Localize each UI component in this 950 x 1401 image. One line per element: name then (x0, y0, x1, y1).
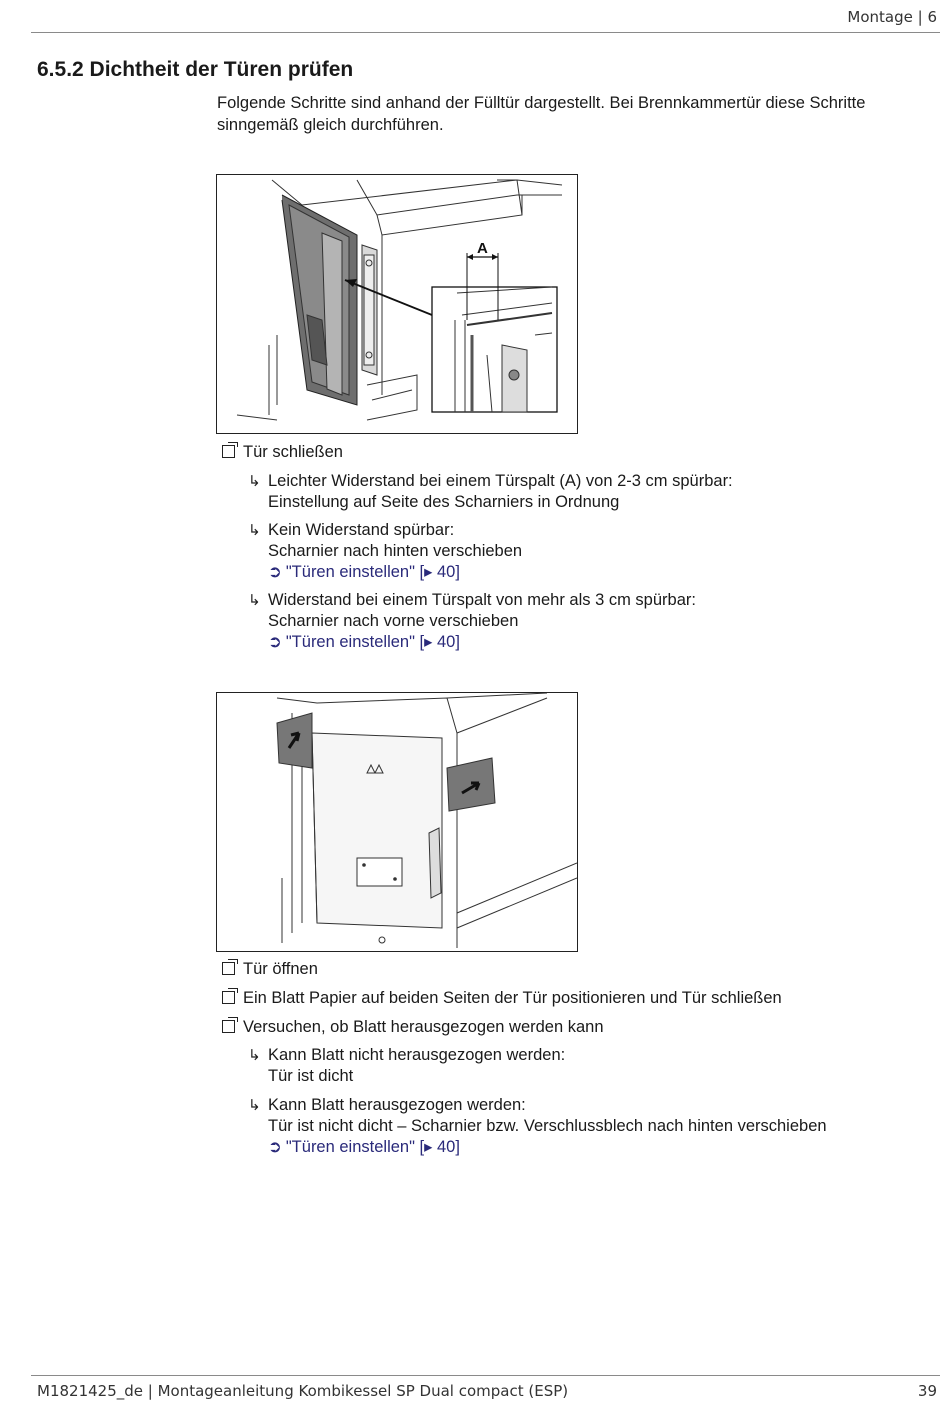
running-header: Montage | 6 (847, 8, 937, 26)
result-line-1: Kann Blatt nicht herausgezogen werden: (268, 1046, 566, 1064)
header-rule (31, 32, 940, 33)
cross-reference-icon: ➲ (268, 1138, 282, 1156)
result-item (248, 520, 522, 583)
page-triangle-icon: ▸ (424, 633, 437, 651)
result-line-1: Leichter Widerstand bei einem Türspalt (A) von 2-3 cm spürbar: (268, 472, 733, 490)
result-item (248, 471, 733, 513)
step-text: Versuchen, ob Blatt herausgezogen werden kann (243, 1018, 604, 1036)
result-line-2: Einstellung auf Seite des Scharniers in Ordnung (268, 493, 620, 511)
cross-reference-icon: ➲ (268, 563, 282, 581)
door-gap-illustration (217, 175, 577, 433)
result-line-1: Kein Widerstand spürbar: (268, 521, 455, 539)
checkbox-icon (222, 445, 235, 458)
footer-page-number: 39 (917, 1382, 937, 1400)
figure-door-gap (216, 174, 578, 434)
result-line-1: Kann Blatt herausgezogen werden: (268, 1096, 526, 1114)
intro-line-2: sinngemäß gleich durchführen. (217, 116, 444, 134)
paper-test-illustration (217, 693, 577, 951)
result-arrow-icon: ↳ (248, 522, 261, 539)
dimension-label-a: A (477, 240, 488, 257)
result-arrow-icon: ↳ (248, 592, 261, 609)
step-try-pull (222, 1017, 604, 1038)
result-item (248, 1045, 565, 1087)
result-line-2: Scharnier nach hinten verschieben (268, 542, 523, 560)
result-line-2: Tür ist dicht (268, 1067, 354, 1085)
result-arrow-icon: ↳ (248, 473, 261, 490)
page-triangle-icon: ▸ (424, 1138, 437, 1156)
page-triangle-icon: ▸ (424, 563, 437, 581)
cross-reference-link[interactable]: ➲ "Türen einstellen" [▸ 40] (268, 563, 460, 581)
intro-line-1: Folgende Schritte sind anhand der Fülltür dargestellt. Bei Brennkammertür diese Schritte (217, 94, 866, 112)
checkbox-icon (222, 1020, 235, 1033)
result-line-2: Scharnier nach vorne verschieben (268, 612, 519, 630)
step-text: Ein Blatt Papier auf beiden Seiten der Tür positionieren und Tür schließen (243, 989, 782, 1007)
result-line-2: Tür ist nicht dicht – Scharnier bzw. Verschlussblech nach hinten verschieben (268, 1117, 827, 1135)
checkbox-icon (222, 991, 235, 1004)
cross-reference-link[interactable]: ➲ "Türen einstellen" [▸ 40] (268, 1138, 460, 1156)
result-item (248, 1095, 827, 1158)
footer-document-id: M1821425_de | Montageanleitung Kombikessel SP Dual compact (ESP) (37, 1382, 569, 1400)
result-arrow-icon: ↳ (248, 1047, 261, 1064)
section-title: 6.5.2 Dichtheit der Türen prüfen (37, 58, 354, 81)
result-line-1: Widerstand bei einem Türspalt von mehr als 3 cm spürbar: (268, 591, 696, 609)
step-open-door (222, 959, 318, 980)
figure-paper-test (216, 692, 578, 952)
checkbox-icon (222, 962, 235, 975)
step-text: Tür öffnen (243, 960, 318, 978)
footer-rule (31, 1375, 940, 1376)
step-close-door (222, 442, 343, 463)
step-text: Tür schließen (243, 443, 343, 461)
cross-reference-link[interactable]: ➲ "Türen einstellen" [▸ 40] (268, 633, 460, 651)
cross-reference-icon: ➲ (268, 633, 282, 651)
result-arrow-icon: ↳ (248, 1097, 261, 1114)
result-item (248, 590, 696, 653)
step-place-paper (222, 988, 782, 1009)
intro-paragraph (217, 92, 937, 136)
